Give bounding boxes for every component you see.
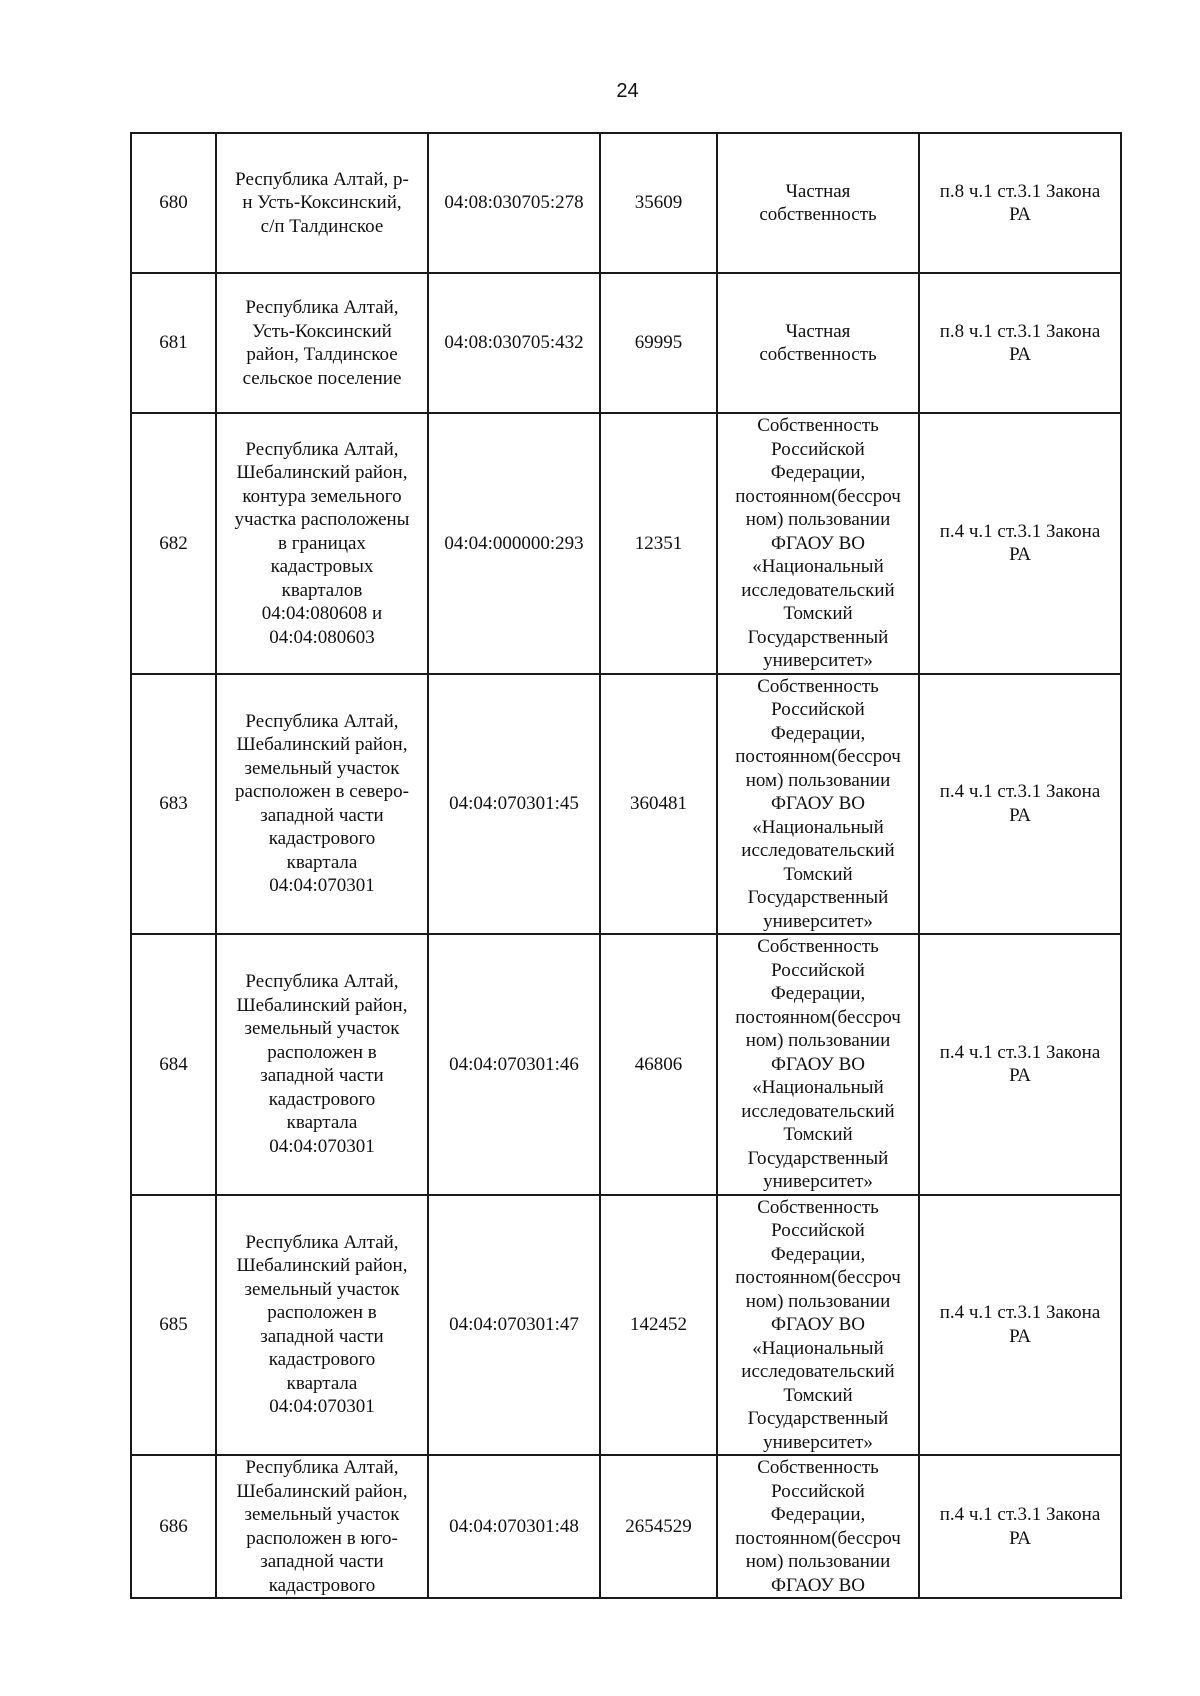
row-number-cell: 682 xyxy=(131,413,216,674)
row-number-cell: 685 xyxy=(131,1195,216,1456)
address-cell: Республика Алтай, Шебалинский район, земельный участок расположен в западной части кадастрового квартала 04:04:070301 xyxy=(216,1195,428,1456)
row-number-cell: 681 xyxy=(131,273,216,413)
cadastral-number-cell: 04:04:070301:46 xyxy=(428,934,600,1195)
cadastral-number-cell: 04:08:030705:278 xyxy=(428,133,600,273)
page-number: 24 xyxy=(616,80,639,102)
ownership-cell: Частная собственность xyxy=(717,133,919,273)
area-cell: 35609 xyxy=(600,133,717,273)
area-cell: 46806 xyxy=(600,934,717,1195)
ownership-cell: Собственность Российской Федерации, постоянном(бессроч ном) пользовании ФГАОУ ВО «Национальный исследовательский Томский Государственный университет» xyxy=(717,674,919,935)
cadastral-number-cell: 04:04:070301:47 xyxy=(428,1195,600,1456)
legal-basis-cell: п.4 ч.1 ст.3.1 Закона РА xyxy=(919,1455,1121,1598)
table-row xyxy=(131,1195,1121,1456)
legal-basis-cell: п.4 ч.1 ст.3.1 Закона РА xyxy=(919,413,1121,674)
cadastral-number-cell: 04:04:070301:48 xyxy=(428,1455,600,1598)
table-row xyxy=(131,674,1121,935)
address-cell: Республика Алтай, Шебалинский район, земельный участок расположен в юго- западной части кадастрового xyxy=(216,1455,428,1598)
ownership-cell: Собственность Российской Федерации, постоянном(бессроч ном) пользовании ФГАОУ ВО «Национальный исследовательский Томский Государственный университет» xyxy=(717,1195,919,1456)
address-cell: Республика Алтай, Шебалинский район, земельный участок расположен в западной части кадастрового квартала 04:04:070301 xyxy=(216,934,428,1195)
legal-basis-cell: п.4 ч.1 ст.3.1 Закона РА xyxy=(919,674,1121,935)
row-number-cell: 684 xyxy=(131,934,216,1195)
row-number-cell: 683 xyxy=(131,674,216,935)
ownership-cell: Частная собственность xyxy=(717,273,919,413)
ownership-cell: Собственность Российской Федерации, постоянном(бессроч ном) пользовании ФГАОУ ВО «Национальный исследовательский Томский Государственный университет» xyxy=(717,934,919,1195)
address-cell: Республика Алтай, Усть-Коксинский район, Талдинское сельское поселение xyxy=(216,273,428,413)
cadastral-number-cell: 04:08:030705:432 xyxy=(428,273,600,413)
ownership-cell: Собственность Российской Федерации, постоянном(бессроч ном) пользовании ФГАОУ ВО xyxy=(717,1455,919,1598)
area-cell: 69995 xyxy=(600,273,717,413)
land-plots-table-wrapper xyxy=(130,132,1122,1599)
table-row xyxy=(131,413,1121,674)
row-number-cell: 686 xyxy=(131,1455,216,1598)
area-cell: 12351 xyxy=(600,413,717,674)
legal-basis-cell: п.8 ч.1 ст.3.1 Закона РА xyxy=(919,133,1121,273)
table-row xyxy=(131,273,1121,413)
area-cell: 142452 xyxy=(600,1195,717,1456)
ownership-cell: Собственность Российской Федерации, постоянном(бессроч ном) пользовании ФГАОУ ВО «Национальный исследовательский Томский Государственный университет» xyxy=(717,413,919,674)
cadastral-number-cell: 04:04:000000:293 xyxy=(428,413,600,674)
legal-basis-cell: п.4 ч.1 ст.3.1 Закона РА xyxy=(919,934,1121,1195)
address-cell: Республика Алтай, Шебалинский район, контура земельного участка расположены в границах кадастровых кварталов 04:04:080608 и 04:04:080603 xyxy=(216,413,428,674)
area-cell: 2654529 xyxy=(600,1455,717,1598)
area-cell: 360481 xyxy=(600,674,717,935)
row-number-cell: 680 xyxy=(131,133,216,273)
address-cell: Республика Алтай, р- н Усть-Коксинский, с/п Талдинское xyxy=(216,133,428,273)
legal-basis-cell: п.8 ч.1 ст.3.1 Закона РА xyxy=(919,273,1121,413)
legal-basis-cell: п.4 ч.1 ст.3.1 Закона РА xyxy=(919,1195,1121,1456)
table-row xyxy=(131,133,1121,273)
address-cell: Республика Алтай, Шебалинский район, земельный участок расположен в северо- западной части кадастрового квартала 04:04:070301 xyxy=(216,674,428,935)
table-row xyxy=(131,934,1121,1195)
table-row xyxy=(131,1455,1121,1598)
land-plots-table xyxy=(130,132,1122,1599)
cadastral-number-cell: 04:04:070301:45 xyxy=(428,674,600,935)
